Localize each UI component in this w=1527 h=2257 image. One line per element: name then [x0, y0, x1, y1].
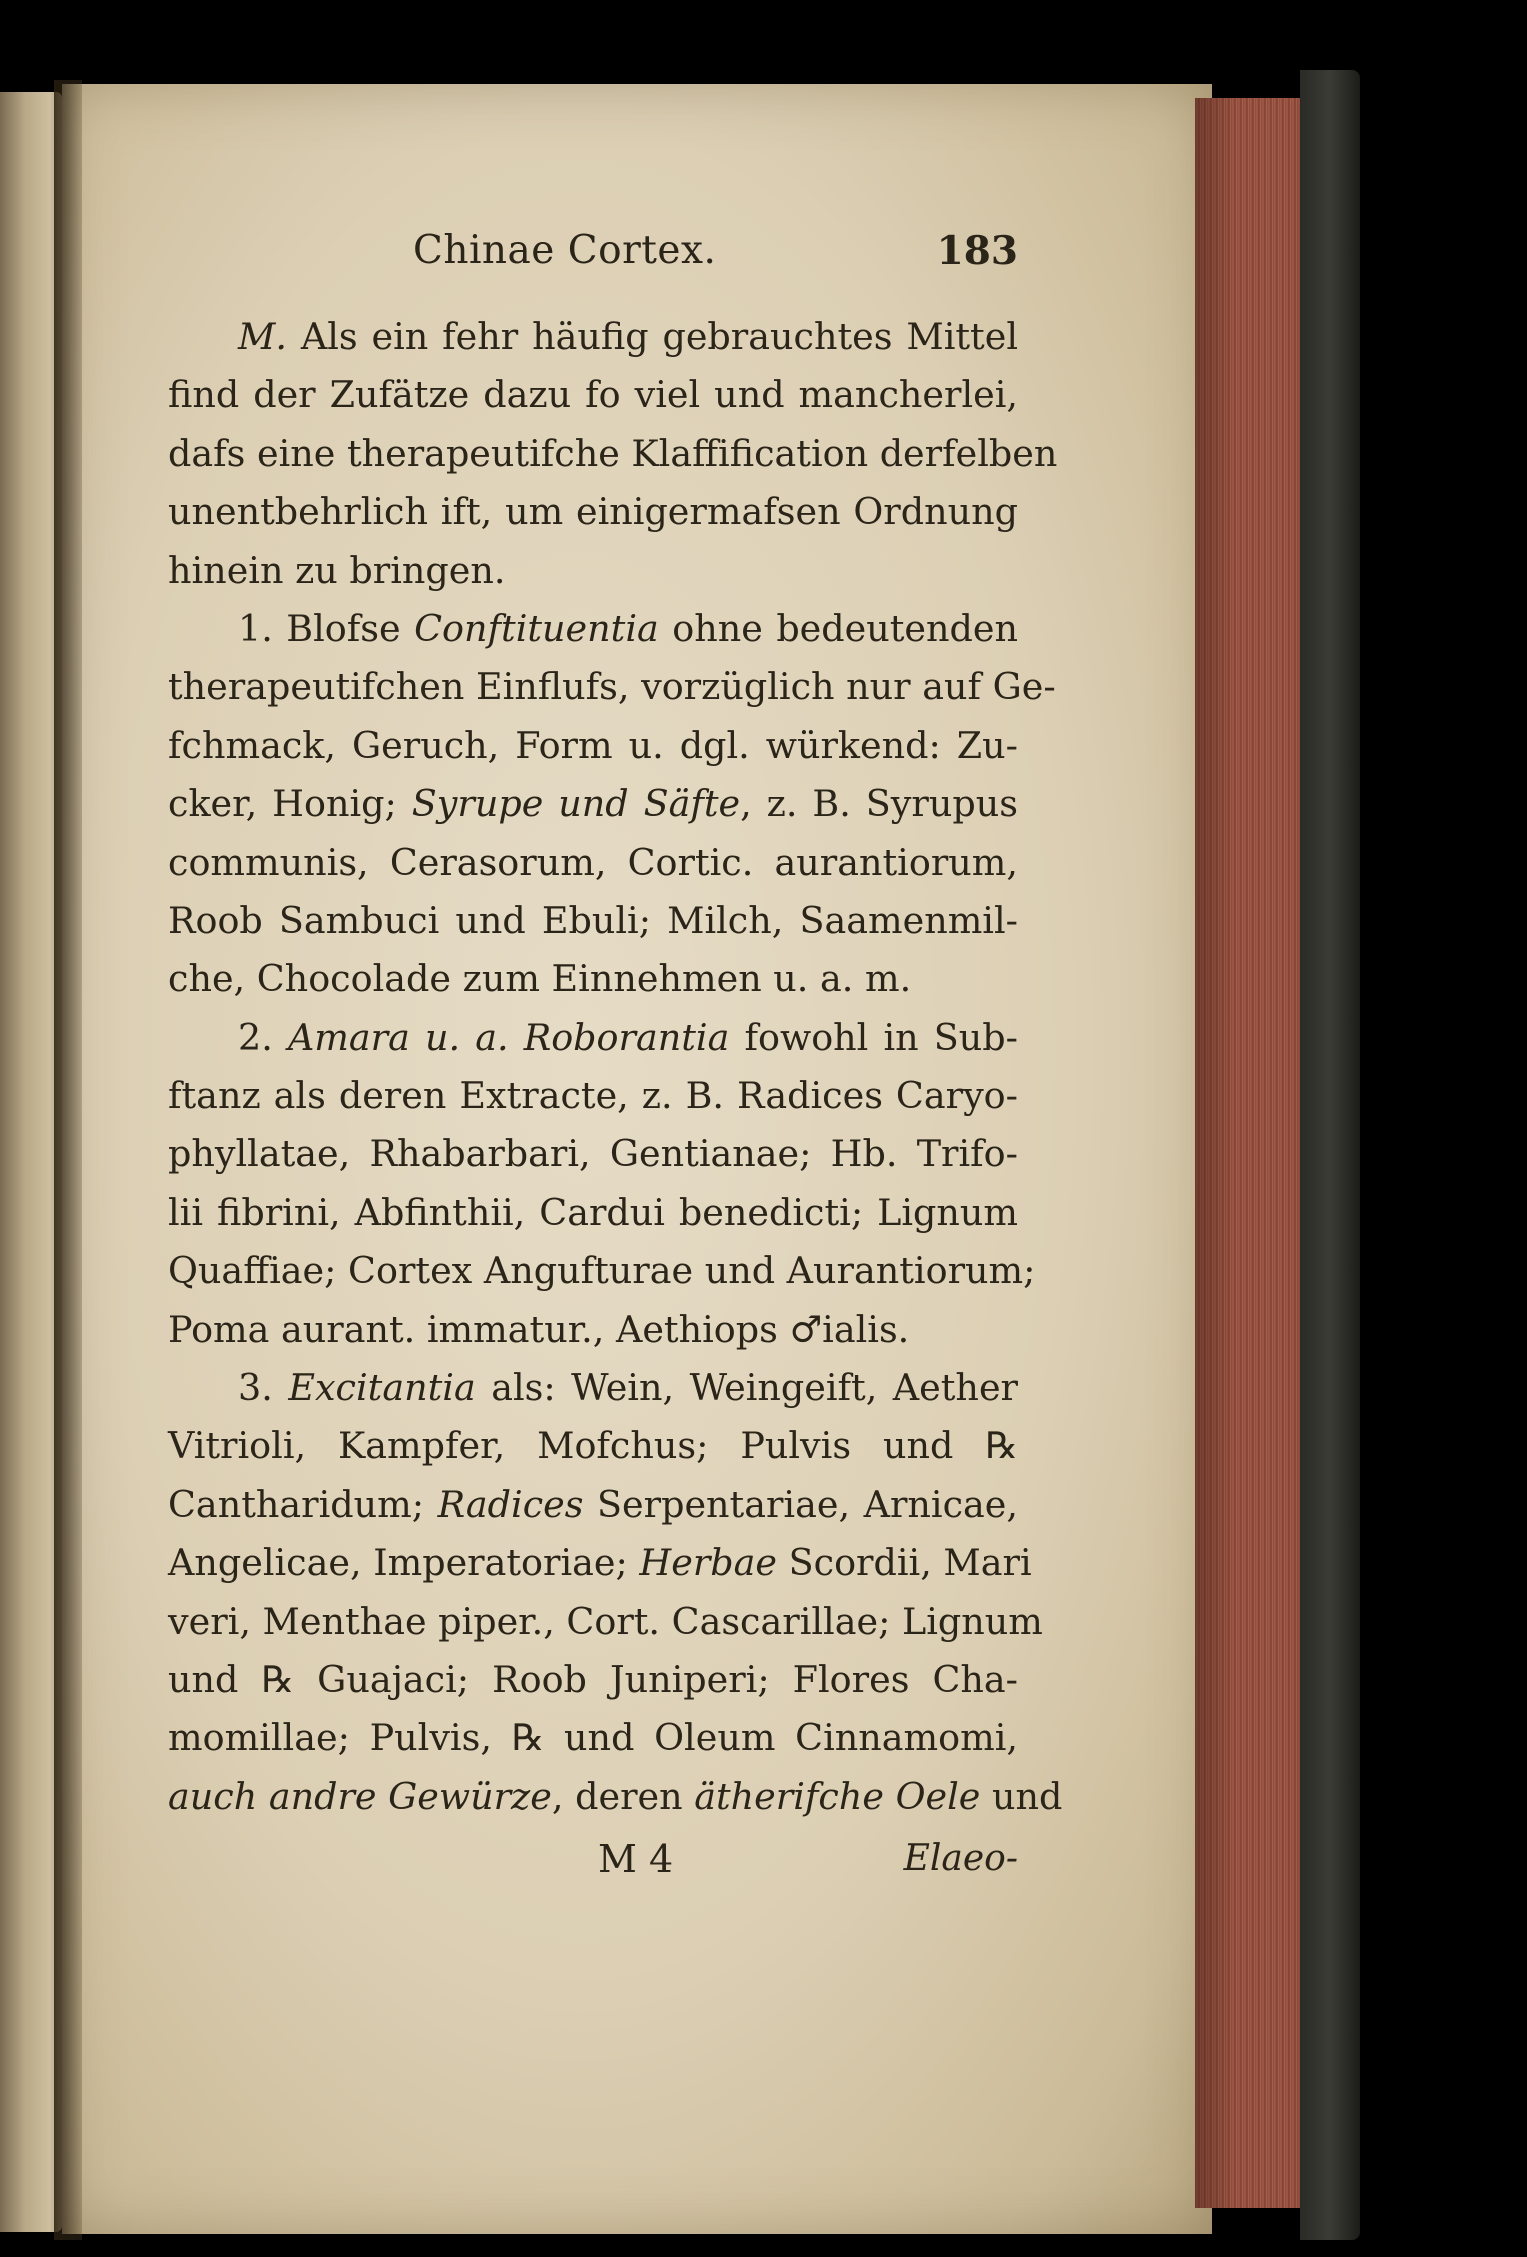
text-line: hinein zu bringen. [168, 548, 506, 592]
paragraph-excitantia [168, 1359, 1063, 1826]
text-span: Als ein fehr häufig gebrauchtes Mittel [286, 315, 1018, 358]
text-span: , deren [551, 1774, 695, 1818]
text-line [168, 600, 1018, 658]
book-cover-edge [1300, 70, 1360, 2240]
text-line: find der Zufätze dazu fo viel und mancherlei, [168, 373, 1018, 417]
text-line [168, 1009, 1018, 1067]
text-span: Angelicae, Imperatoriae; [168, 1541, 640, 1585]
text-span: cker, Honig; [168, 782, 412, 826]
text-line: phyllatae, Rhabarbari, Gentianae; Hb. Trifo- [168, 1132, 1018, 1176]
text-line [168, 775, 1018, 833]
text-line [168, 1768, 1063, 1826]
italic-term: ätherifche Oele [694, 1774, 981, 1818]
text-span: 1. Blofse [238, 606, 415, 650]
text-line: che, Chocolade zum Einnehmen u. a. m. [168, 957, 912, 1001]
paragraph-constituentia [168, 600, 1056, 1009]
text-line: Quaffiae; Cortex Angufturae und Aurantiorum; [168, 1249, 1036, 1293]
previous-page-edge [0, 92, 62, 2232]
text-span: und [980, 1774, 1063, 1818]
text-line: und ℞ Guajaci; Roob Juniperi; Flores Cha- [168, 1657, 1018, 1701]
catchword: Elaeo- [903, 1838, 1018, 1880]
text-span: fowohl in Sub- [729, 1015, 1018, 1059]
running-head [168, 222, 1018, 288]
text-span: , z. B. Syrupus [740, 782, 1018, 826]
text-line: Vitrioli, Kampfer, Mofchus; Pulvis und ℞ [168, 1424, 1018, 1468]
text-line: momillae; Pulvis, ℞ und Oleum Cinnamomi, [168, 1716, 1018, 1760]
signature-mark: M 4 [598, 1837, 674, 1882]
text-line: unentbehrlich ift, um einigermafsen Ordnung [168, 490, 1018, 534]
text-span: 2. [238, 1015, 288, 1059]
gutter-shadow [54, 80, 82, 2240]
text-line: Poma aurant. immatur., Aethiops ♂ialis. [168, 1307, 910, 1351]
text-line: ftanz als deren Extracte, z. B. Radices Caryo- [168, 1074, 1018, 1118]
italic-term: Herbae [639, 1541, 778, 1585]
running-title: Chinae Cortex. [413, 228, 717, 273]
text-span: 3. [238, 1366, 289, 1410]
text-span: ohne bedeutenden [658, 606, 1019, 650]
paragraph-intro [168, 308, 1058, 600]
text-line: fchmack, Geruch, Form u. dgl. würkend: Zu- [168, 723, 1018, 767]
text-line [168, 1359, 1018, 1417]
page-footer [168, 1830, 1018, 1890]
text-line: communis, Cerasorum, Cortic. aurantiorum, [168, 840, 1018, 884]
text-span: Cantharidum; [168, 1482, 438, 1526]
text-span: Scordii, Mari [777, 1541, 1032, 1585]
text-span: Serpentariae, Arnicae, [583, 1482, 1018, 1526]
text-line: therapeutifchen Einflufs, vorzüglich nur auf Ge- [168, 665, 1056, 709]
paragraph-amara [168, 1009, 1036, 1359]
italic-term: Excitantia [288, 1366, 476, 1410]
italic-term: auch andre Gewürze [168, 1774, 552, 1818]
italic-term: Syrupe und Säfte [411, 782, 741, 826]
text-line: dafs eine therapeutifche Klaffification derfelben [168, 431, 1058, 475]
paragraph-marker: M. [238, 315, 287, 358]
page-text [168, 222, 1063, 1890]
page-number: 183 [936, 228, 1018, 274]
text-line [168, 308, 1018, 366]
italic-term: Amara u. a. Roborantia [287, 1015, 730, 1059]
italic-term: Radices [437, 1482, 584, 1526]
text-line: Roob Sambuci und Ebuli; Milch, Saamenmil- [168, 898, 1018, 942]
text-line: lii fibrini, Abfinthii, Cardui benedicti; Lignum [168, 1190, 1018, 1234]
italic-term: Conftituentia [414, 606, 659, 650]
text-line [168, 1534, 1032, 1592]
text-line: veri, Menthae piper., Cort. Cascarillae; Lignum [168, 1599, 1043, 1643]
text-span: als: Wein, Weingeift, Aether [475, 1366, 1018, 1410]
text-line [168, 1476, 1018, 1534]
